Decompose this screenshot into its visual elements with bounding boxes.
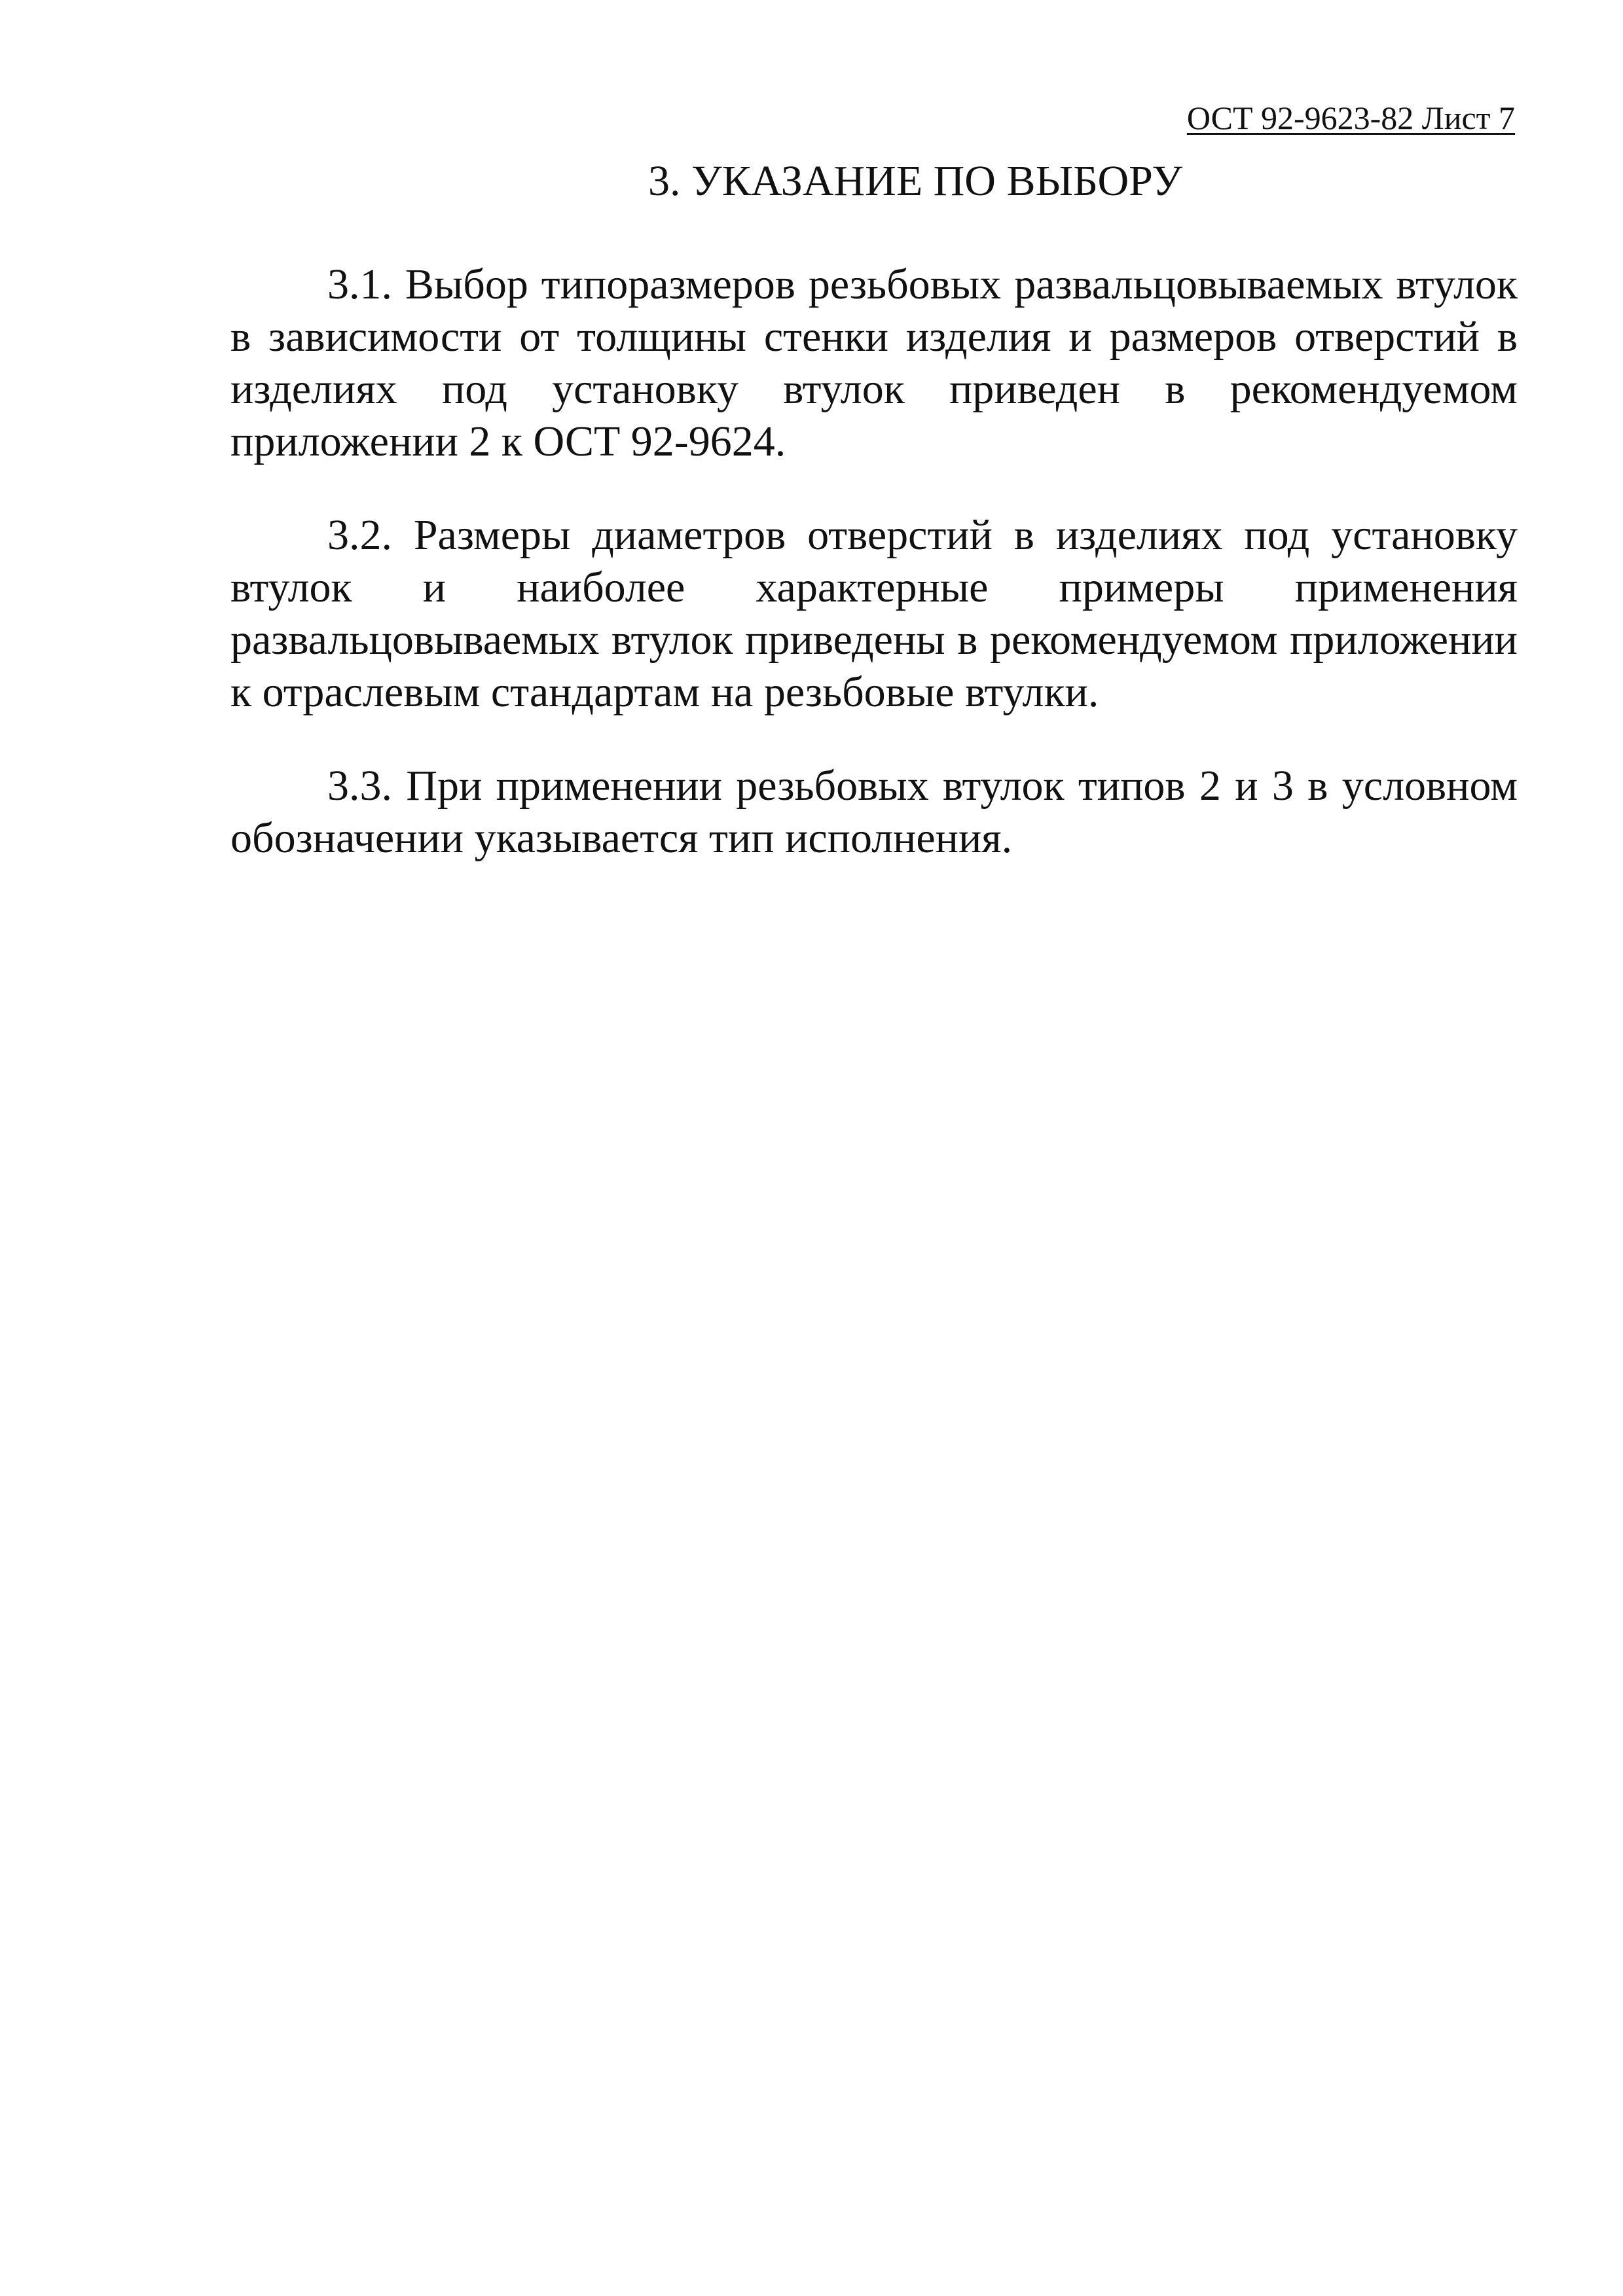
paragraph-3-3: 3.3. При применении резьбовых втулок типов 2 и 3 в условном обозначении указывается тип исполнения.	[230, 762, 1518, 862]
paragraph-3-2: 3.2. Размеры диаметров отверстий в изделиях под установку втулок и наиболее характерные примеры применения развальцовываемых втулок приведены в рекомендуемом приложении к отраслевым стандартам на резьбовые втулки.	[230, 511, 1518, 716]
section-title: 3. УКАЗАНИЕ ПО ВЫБОРУ	[648, 157, 1182, 205]
paragraph-3-1: 3.1. Выбор типоразмеров резьбовых развальцовываемых втулок в зависимости от толщины стенки изделия и размеров отверстий в изделиях под установку втулок приведен в рекомендуемом приложении 2 к ОСТ 92-9624.	[230, 260, 1518, 465]
sheet-reference-header: ОСТ 92-9623-82 Лист 7	[1186, 99, 1515, 136]
